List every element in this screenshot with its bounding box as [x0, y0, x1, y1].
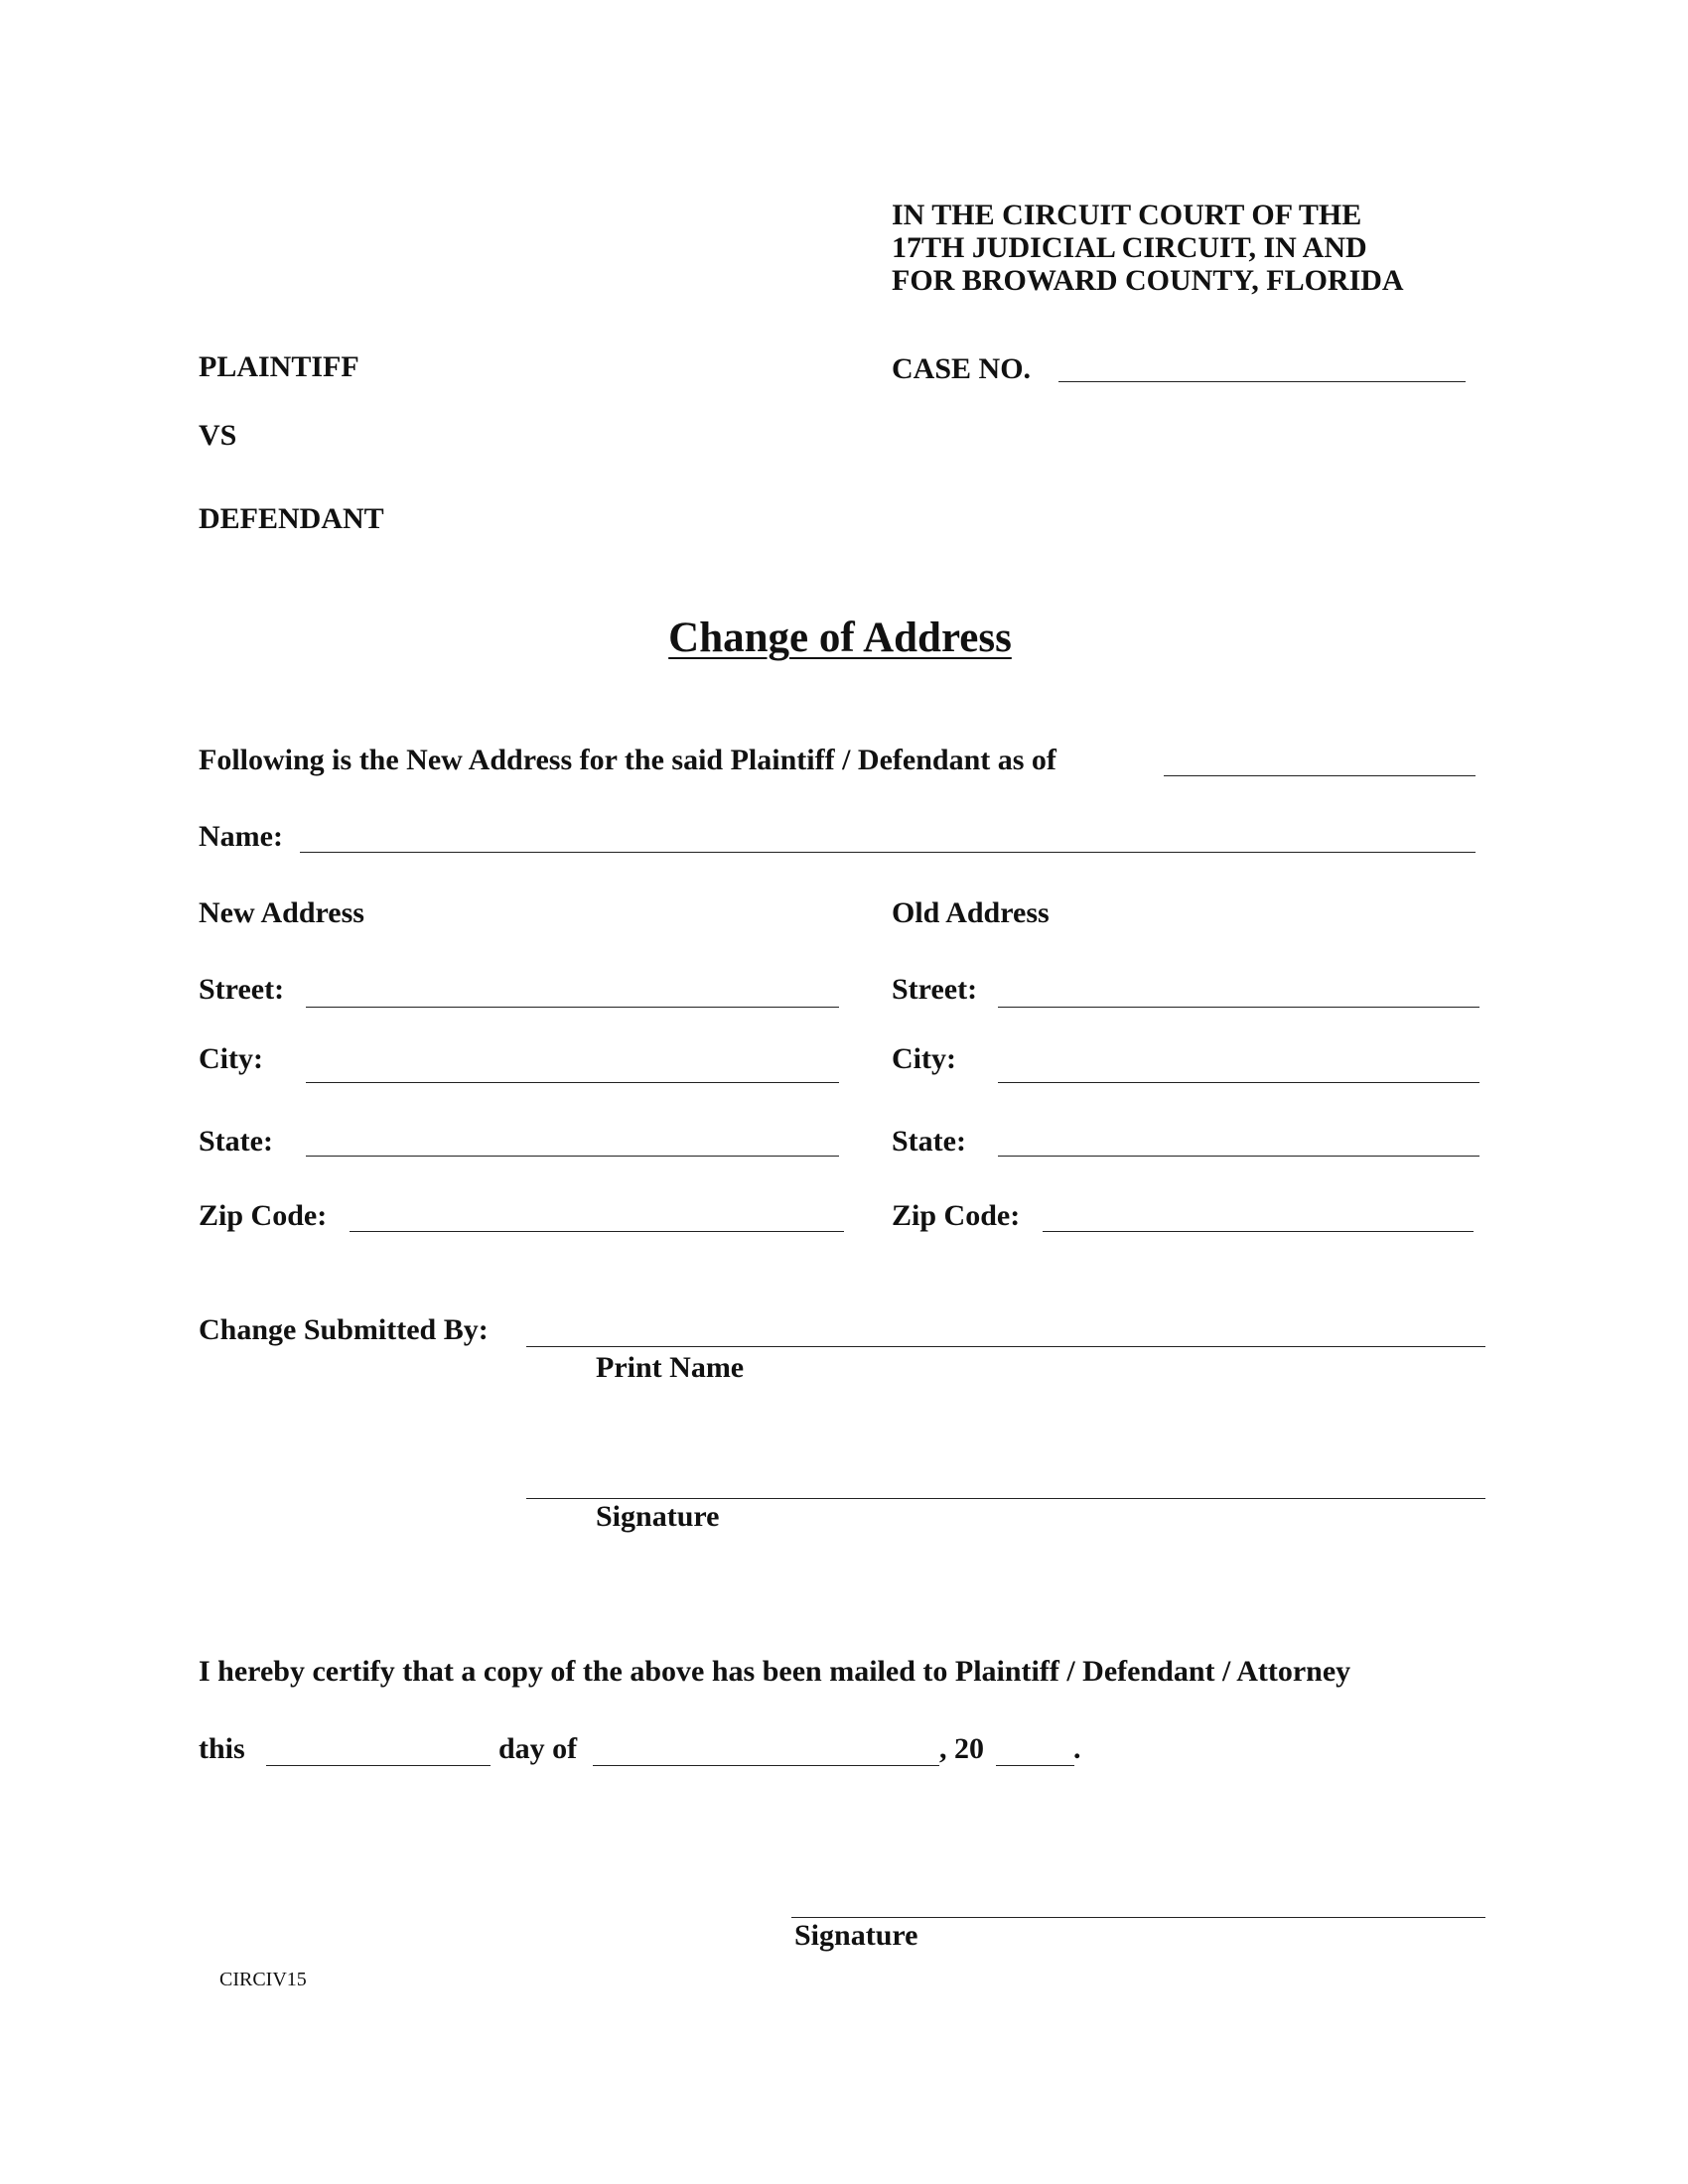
old-state-label: State:	[892, 1125, 966, 1158]
old-city-field[interactable]	[998, 1082, 1479, 1083]
old-street-label: Street:	[892, 973, 978, 1006]
old-zip-label: Zip Code:	[892, 1199, 1021, 1232]
new-address-heading: New Address	[199, 896, 364, 929]
final-signature-field[interactable]	[791, 1917, 1485, 1918]
old-zip-field[interactable]	[1043, 1231, 1474, 1232]
new-city-label: City:	[199, 1042, 263, 1075]
certify-year-prefix: , 20	[939, 1732, 984, 1765]
new-zip-field[interactable]	[350, 1231, 844, 1232]
new-street-field[interactable]	[306, 1007, 839, 1008]
new-street-label: Street:	[199, 973, 285, 1006]
certify-this: this	[199, 1732, 245, 1765]
submitter-signature-caption: Signature	[596, 1500, 720, 1533]
old-address-heading: Old Address	[892, 896, 1050, 929]
case-no-label: CASE NO.	[892, 352, 1032, 385]
submitter-signature-field[interactable]	[526, 1498, 1485, 1499]
intro-text: Following is the New Address for the said Plaintiff / Defendant as of	[199, 744, 1056, 776]
certify-day-of: day of	[498, 1732, 578, 1765]
certify-day-field[interactable]	[266, 1765, 491, 1766]
case-no-field[interactable]	[1058, 381, 1466, 382]
page-title: Change of Address	[668, 614, 1012, 661]
submitted-by-label: Change Submitted By:	[199, 1313, 489, 1346]
defendant-label: DEFENDANT	[199, 502, 384, 535]
court-line-2: 17TH JUDICIAL CIRCUIT, IN AND	[892, 231, 1367, 264]
print-name-caption: Print Name	[596, 1351, 745, 1384]
plaintiff-label: PLAINTIFF	[199, 350, 359, 383]
name-label: Name:	[199, 820, 283, 853]
effective-date-field[interactable]	[1164, 775, 1476, 776]
new-state-label: State:	[199, 1125, 273, 1158]
vs-label: VS	[199, 419, 237, 452]
old-state-field[interactable]	[998, 1156, 1479, 1157]
new-state-field[interactable]	[306, 1156, 839, 1157]
court-line-3: FOR BROWARD COUNTY, FLORIDA	[892, 264, 1404, 297]
new-zip-label: Zip Code:	[199, 1199, 328, 1232]
old-city-label: City:	[892, 1042, 956, 1075]
certify-month-field[interactable]	[593, 1765, 939, 1766]
old-street-field[interactable]	[998, 1007, 1479, 1008]
name-field[interactable]	[300, 852, 1476, 853]
new-city-field[interactable]	[306, 1082, 839, 1083]
final-signature-caption: Signature	[794, 1919, 918, 1952]
court-line-1: IN THE CIRCUIT COURT OF THE	[892, 199, 1362, 231]
certify-period: .	[1073, 1732, 1081, 1765]
form-code: CIRCIV15	[219, 1969, 307, 1990]
certify-text: I hereby certify that a copy of the above has been mailed to Plaintiff / Defendant / Attorney	[199, 1655, 1351, 1688]
certify-year-field[interactable]	[996, 1765, 1074, 1766]
print-name-field[interactable]	[526, 1346, 1485, 1347]
